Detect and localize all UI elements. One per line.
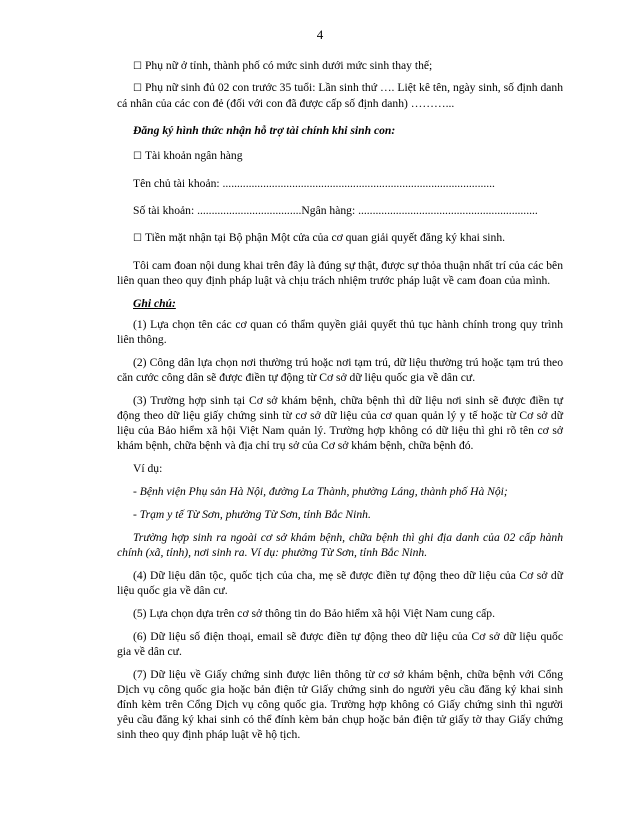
example-2: - Trạm y tế Từ Sơn, phường Từ Sơn, tỉnh Bắc Ninh. [133,508,371,521]
finance-heading: Đăng ký hình thức nhận hỗ trợ tài chính khi sinh con: [133,124,396,137]
notes-heading-label: Ghi chú: [133,297,176,310]
bank-account-option [117,148,563,164]
page-number: 4 [316,27,324,42]
note-2: (2) Công dân lựa chọn nơi thường trú hoặc nơi tạm trú, dữ liệu thường trú hoặc tạm trú theo căn cước công dân sẽ được điền tự động từ Cơ sở dữ liệu quốc gia về dân cư. [117,356,563,384]
note-6: (6) Dữ liệu số điện thoại, email sẽ được điền tự động theo dữ liệu của Cơ sở dữ liệu quốc gia về dân cư. [117,630,563,658]
account-number-field[interactable]: Số tài khoản: ....................................Ngân hàng: .............................................................. [133,204,538,217]
bank-account-option-label: Tài khoản ngân hàng [144,149,243,162]
checkbox-icon[interactable]: ☐ [133,83,142,94]
option-low-birthrate-label: Phụ nữ ở tỉnh, thành phố có mức sinh dưới mức sinh thay thế; [144,59,433,72]
notes-heading [117,296,563,311]
option-two-children [117,80,563,111]
example-1: - Bệnh viện Phụ sản Hà Nội, đường La Thành, phường Láng, thành phố Hà Nội; [133,485,508,498]
account-holder-field[interactable]: Tên chủ tài khoản: .............................................................................................. [133,177,495,190]
checkbox-icon[interactable]: ☐ [133,151,142,162]
checkbox-icon[interactable]: ☐ [133,61,142,72]
note-3: (3) Trường hợp sinh tại Cơ sở khám bệnh, chữa bệnh thì dữ liệu nơi sinh sẽ được điền tự động theo dữ liệu giấy chứng sinh từ cơ sở dữ liệu của cơ quan quản lý y tế hoặc từ Cơ sở dữ liệu của Bảo hiểm xã hội Việt Nam quản lý. Trường hợp không có dữ liệu thì ghi rõ tên cơ sở khám bệnh, chữa bệnh và địa chỉ trụ sở của Cơ sở khám bệnh, chữa bệnh đó. [117,394,563,452]
option-two-children-label: Phụ nữ sinh đủ 02 con trước 35 tuổi: Lần sinh thứ …. Liệt kê tên, ngày sinh, số định danh cá nhân của các con đẻ (đối với con đã được cấp số định danh) ………... [117,81,563,110]
note-1: (1) Lựa chọn tên các cơ quan có thẩm quyền giải quyết thủ tục hành chính trong quy trình liên thông. [117,318,563,346]
note-4: (4) Dữ liệu dân tộc, quốc tịch của cha, mẹ sẽ được điền tự động theo dữ liệu của Cơ sở dữ liệu quốc gia về dân cư. [117,569,563,597]
cash-option-label: Tiền mặt nhận tại Bộ phận Một cửa của cơ quan giải quyết đăng ký khai sinh. [144,231,506,244]
document-body [117,58,563,750]
cash-option [117,230,563,246]
note-7: (7) Dữ liệu về Giấy chứng sinh được liên thông từ cơ sở khám bệnh, chữa bệnh với Cổng Dịch vụ công quốc gia hoặc bản điện tử Giấy chứng sinh do người yêu cầu đăng ký khai sinh đính kèm trên Cổng Dịch vụ công quốc gia. Trường hợp không có Giấy chứng sinh thì người yêu cầu đăng ký khai sinh có thể đính kèm bản chụp hoặc bản điện tử giấy tờ thay Giấy chứng sinh theo quy định pháp luật về hộ tịch. [117,668,563,741]
example-outside-facility: Trường hợp sinh ra ngoài cơ sở khám bệnh, chữa bệnh thì ghi địa danh của 02 cấp hành chính (xã, tỉnh), nơi sinh ra. Ví dụ: phường Từ Sơn, tỉnh Bắc Ninh. [117,531,563,559]
example-label: Ví dụ: [133,462,163,475]
option-low-birthrate [117,58,563,74]
commitment-statement: Tôi cam đoan nội dung khai trên đây là đúng sự thật, được sự thỏa thuận nhất trí của các bên liên quan theo quy định pháp luật và chịu trách nhiệm trước pháp luật về cam đoan của mình. [117,259,563,287]
note-5: (5) Lựa chọn dựa trên cơ sở thông tin do Bảo hiểm xã hội Việt Nam cung cấp. [133,607,495,620]
checkbox-icon[interactable]: ☐ [133,233,142,244]
